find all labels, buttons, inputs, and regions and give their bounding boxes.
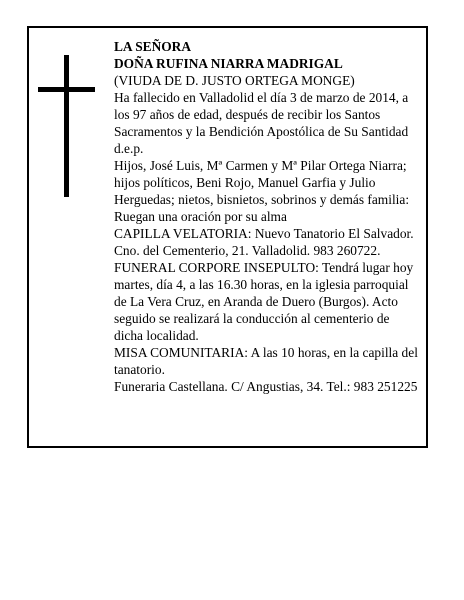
wake-label: CAPILLA VELATORIA	[114, 226, 248, 241]
cross-icon-bar	[38, 87, 95, 92]
deceased-name: DOÑA RUFINA NIARRA MADRIGAL	[114, 56, 343, 71]
wake-text: : Nuevo Tanatorio El Salvador. Cno. del Cementerio, 21. Valladolid. 983 260722.	[114, 226, 414, 258]
mass-info	[114, 344, 419, 378]
notice-title: LA SEÑORA	[114, 39, 192, 54]
death-announcement: Ha fallecido en Valladolid el día 3 de marzo de 2014, a los 97 años de edad, después de recibir los Santos Sacramentos y la Bendición Apostólica de Su Santidad	[114, 90, 409, 139]
widow-of: (VIUDA DE D. JUSTO ORTEGA MONGE)	[114, 73, 355, 88]
family-list: Hijos, José Luis, Mª Carmen y Mª Pilar Ortega Niarra; hijos políticos, Beni Rojo, Manuel Garfia y Julio Herguedas; nietos, bisnietos, sobrinos y demás familia:	[114, 158, 410, 207]
funeral-home: Funeraria Castellana. C/ Angustias, 34. Tel.: 983 251225	[114, 379, 418, 394]
funeral-info	[114, 259, 419, 344]
funeral-text: : Tendrá lugar hoy martes, día 4, a las 16.30 horas, en la iglesia parroquial de La Vera Cruz, en Aranda de Duero (Burgos). Acto seguido se realizará la conducción al cementerio de dicha localidad.	[114, 260, 414, 343]
rip: d.e.p.	[114, 141, 144, 156]
wake-info	[114, 225, 419, 259]
mass-label: MISA COMUNITARIA	[114, 345, 245, 360]
mass-text: : A las 10 horas, en la capilla del tanatorio.	[114, 345, 418, 377]
funeral-label: FUNERAL CORPORE INSEPULTO	[114, 260, 316, 275]
notice-text	[114, 38, 419, 395]
prayer-request: Ruegan una oración por su alma	[114, 209, 287, 224]
cross-icon	[64, 55, 69, 197]
